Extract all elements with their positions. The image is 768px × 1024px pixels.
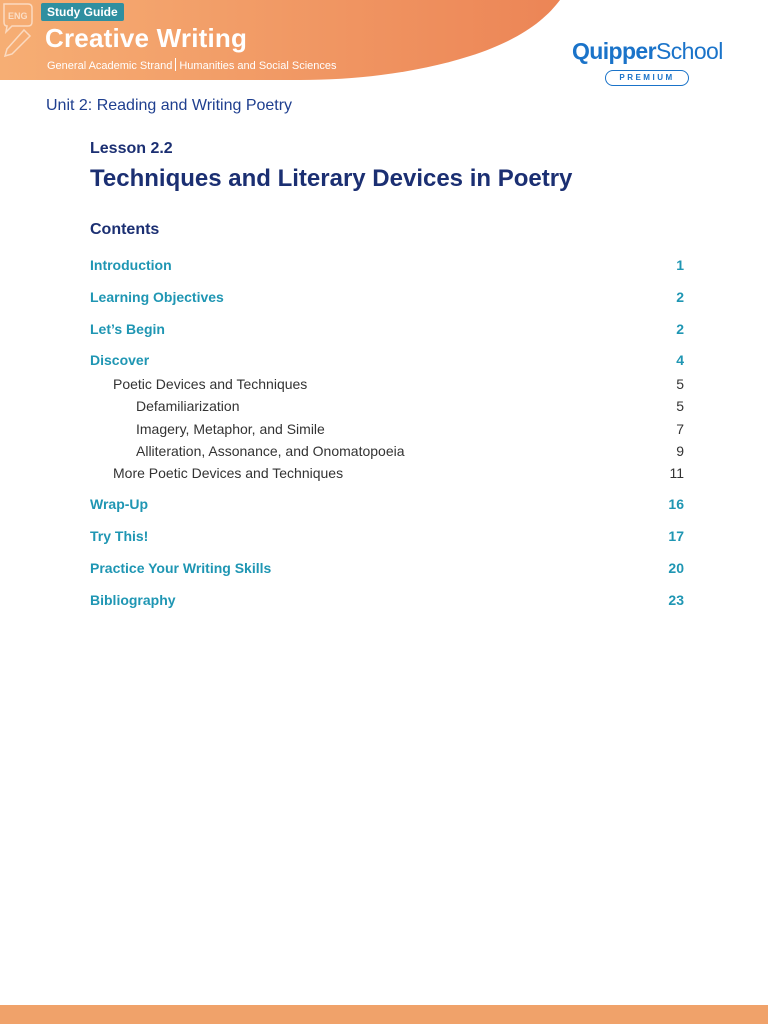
toc-entry-page-number: 23 [668, 592, 684, 608]
toc-entry-page-number: 5 [676, 376, 684, 392]
toc-subentry-link[interactable] [90, 421, 684, 437]
course-title: Creative Writing [45, 23, 248, 53]
toc-entry-page-number: 1 [676, 257, 684, 273]
toc-entry-page-number: 2 [676, 289, 684, 305]
toc-entry-link[interactable] [90, 592, 684, 608]
toc-entry-page-number: 20 [668, 560, 684, 576]
strand-label: General Academic Strand [47, 60, 173, 72]
toc-entry-label: Bibliography [90, 592, 176, 608]
toc-subentry-link[interactable] [90, 398, 684, 414]
toc-entry-label: Practice Your Writing Skills [90, 560, 272, 576]
toc-entry-page-number: 5 [676, 398, 684, 414]
contents-heading: Contents [90, 221, 160, 238]
eng-pencil-icon [0, 0, 34, 58]
toc-entry-label: Let’s Begin [90, 321, 165, 337]
toc-subentry-link[interactable] [90, 443, 684, 459]
toc-entry-link[interactable] [90, 257, 684, 273]
toc-subentry-link[interactable] [90, 376, 684, 392]
toc-entry-page-number: 17 [668, 528, 684, 544]
lesson-number: Lesson 2.2 [90, 140, 173, 157]
toc-subentry-link[interactable] [90, 465, 684, 481]
toc-entry-label: Alliteration, Assonance, and Onomatopoeia [136, 443, 405, 459]
toc-entry-label: More Poetic Devices and Techniques [113, 465, 344, 481]
strand-divider [175, 58, 176, 71]
toc-entry-page-number: 9 [676, 443, 684, 459]
toc-entry-page-number: 16 [668, 496, 684, 512]
logo-brand-part2: School [655, 38, 723, 64]
toc-entry-link[interactable] [90, 289, 684, 305]
premium-badge: PREMIUM [605, 70, 689, 86]
track-label: Humanities and Social Sciences [179, 60, 337, 72]
toc-entry-label: Wrap-Up [90, 496, 149, 512]
toc-entry-label: Introduction [90, 257, 172, 273]
strand-line [47, 58, 337, 72]
toc-entry-link[interactable] [90, 352, 684, 368]
unit-title: Unit 2: Reading and Writing Poetry [46, 97, 293, 114]
logo-wordmark [572, 38, 732, 65]
svg-text:ENG: ENG [8, 11, 28, 21]
toc-entry-link[interactable] [90, 321, 684, 337]
quipper-school-logo [572, 38, 732, 90]
footer-bar [0, 1005, 768, 1024]
toc-entry-label: Discover [90, 352, 150, 368]
toc-entry-page-number: 7 [676, 421, 684, 437]
toc-entry-label: Defamiliarization [136, 398, 240, 414]
toc-entry-label: Poetic Devices and Techniques [113, 376, 308, 392]
lesson-title: Techniques and Literary Devices in Poetry [90, 165, 573, 192]
toc-entry-page-number: 2 [676, 321, 684, 337]
toc-entry-link[interactable] [90, 560, 684, 576]
logo-brand-part1: Quipper [572, 38, 656, 64]
toc-entry-link[interactable] [90, 496, 684, 512]
toc-entry-label: Try This! [90, 528, 149, 544]
toc-entry-label: Imagery, Metaphor, and Simile [136, 421, 325, 437]
toc-entry-label: Learning Objectives [90, 289, 224, 305]
study-guide-badge: Study Guide [41, 3, 124, 21]
toc-entry-link[interactable] [90, 528, 684, 544]
toc-entry-page-number: 11 [669, 465, 684, 481]
toc-entry-page-number: 4 [676, 352, 684, 368]
